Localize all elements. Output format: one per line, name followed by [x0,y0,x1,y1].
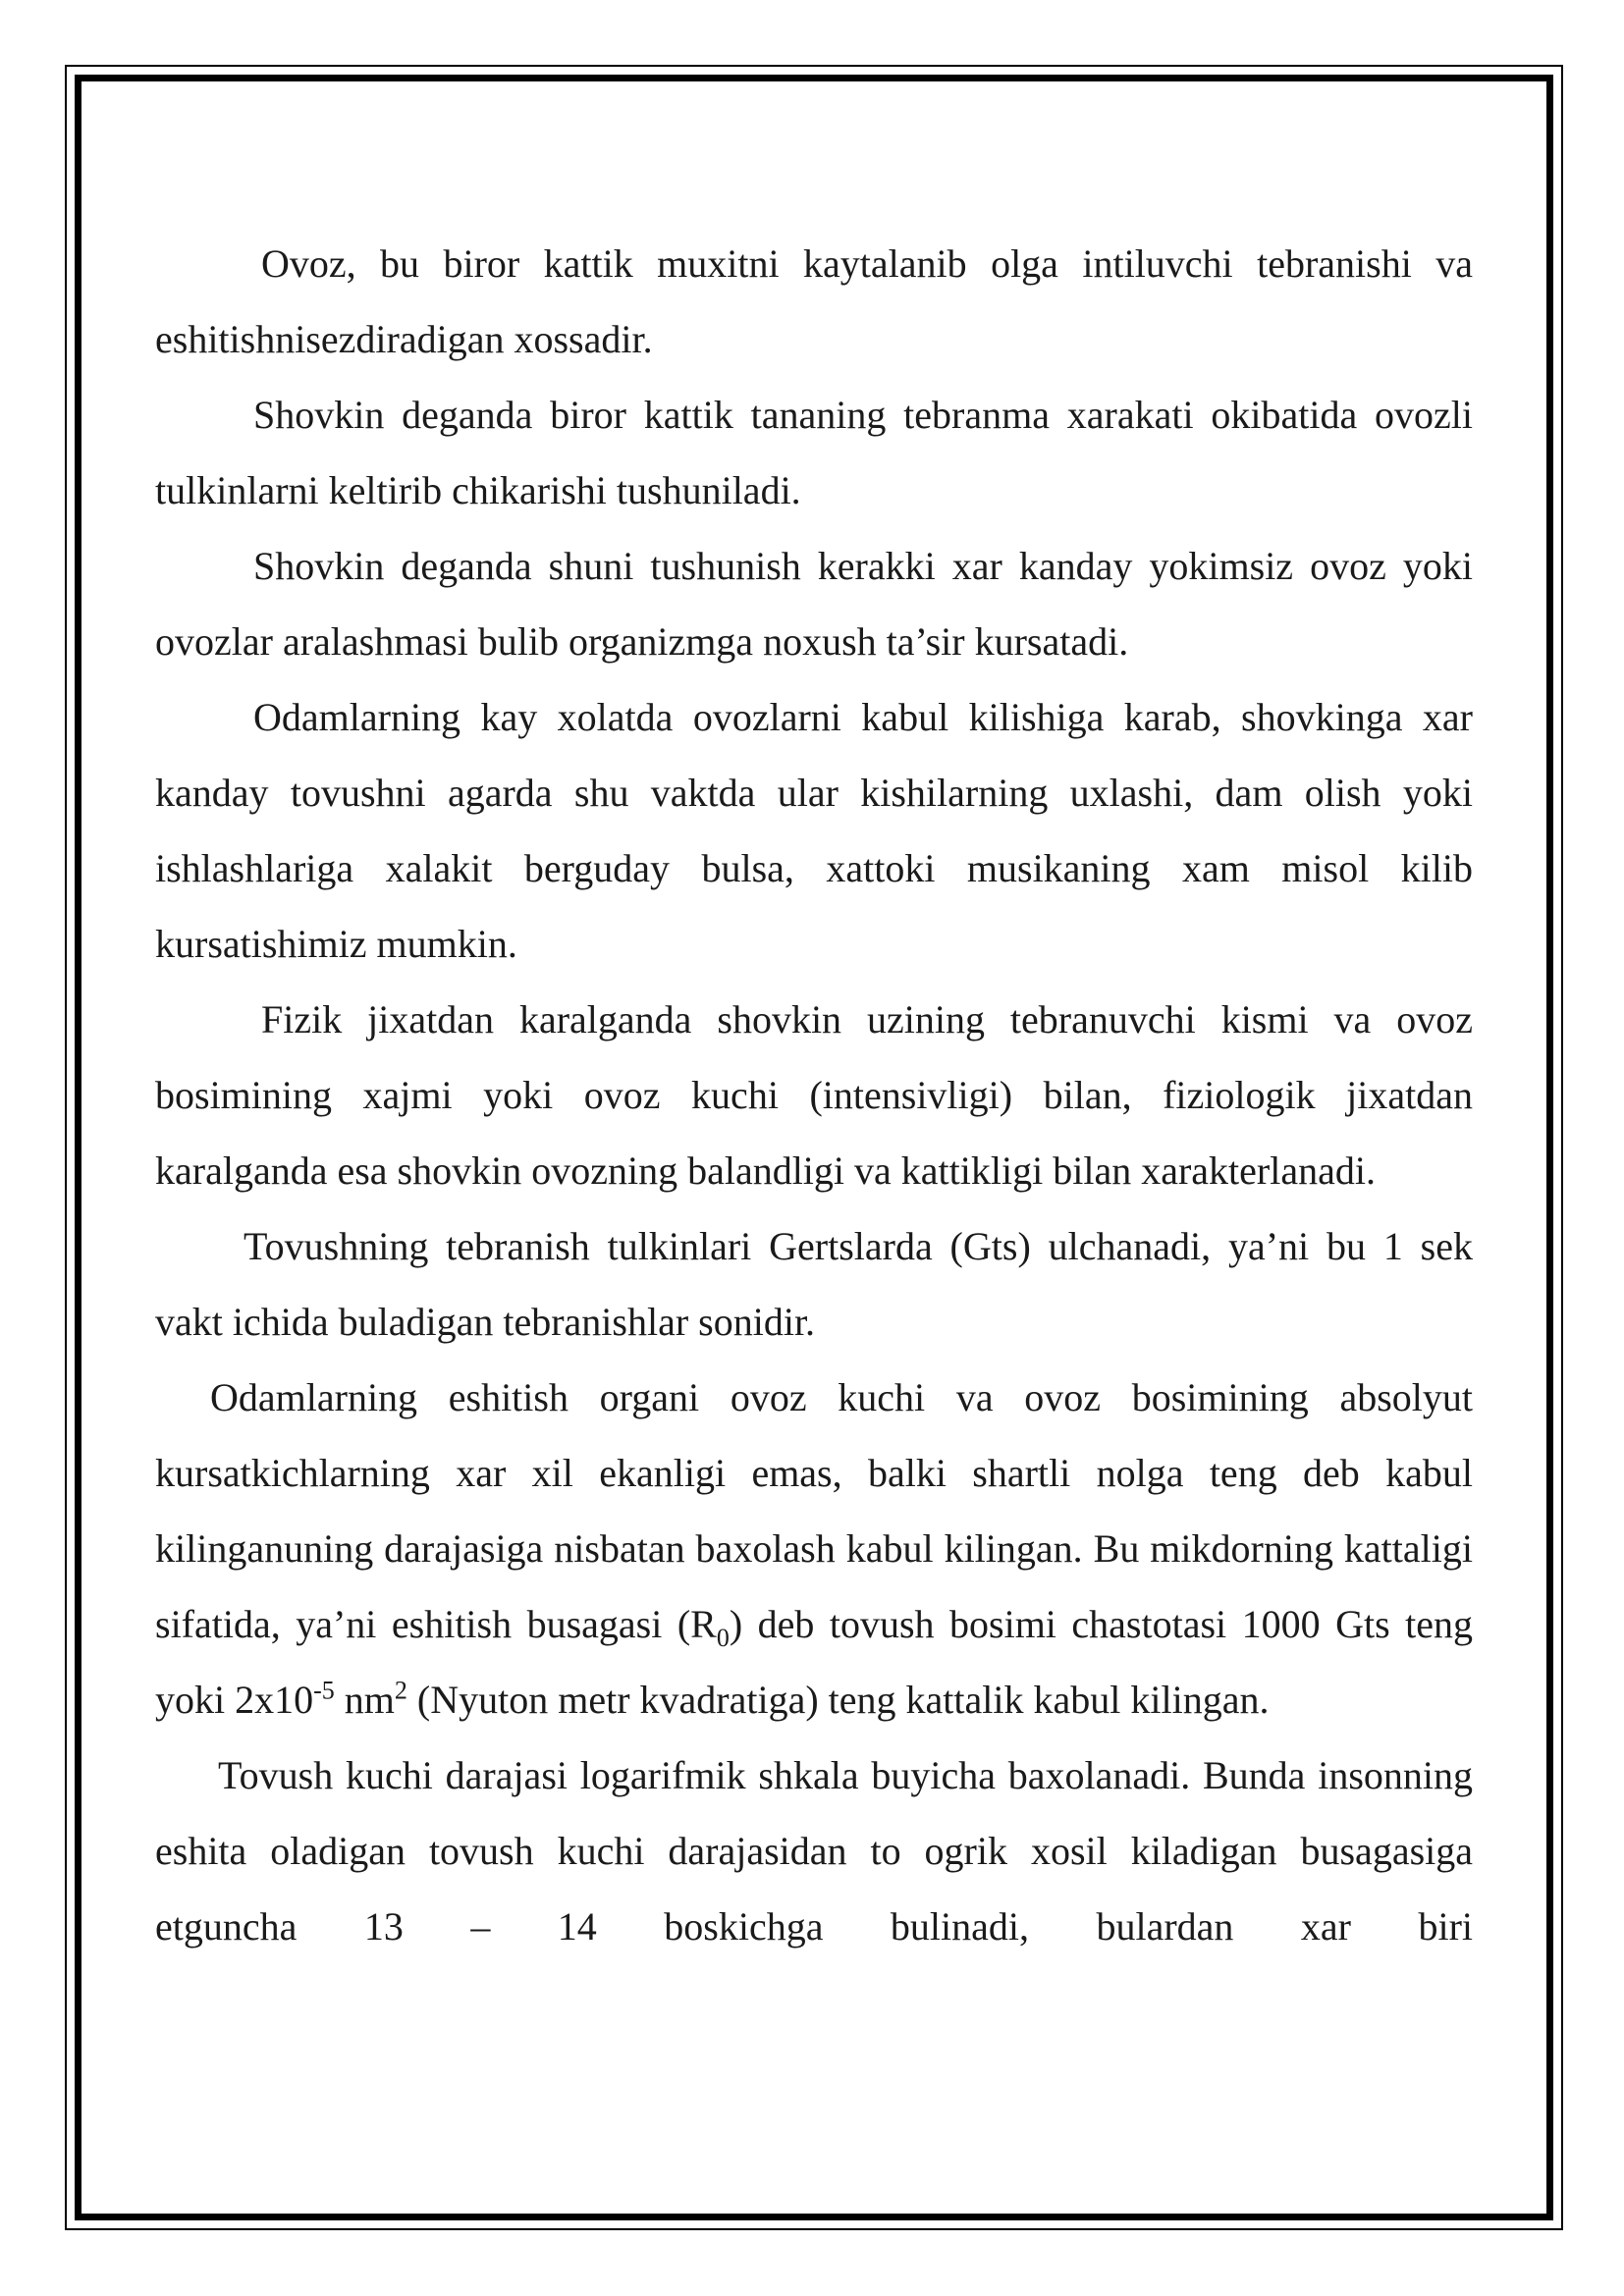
threshold-subscript: 0 [716,1624,730,1652]
threshold-text-part-2: ) deb tovush bosimi chastotasi 1000 Gts teng yoki 2x10 [155,1602,1474,1722]
threshold-text-part-1: Odamlarning eshitish organi ovoz kuchi va ovoz bosimining absolyut kursatkichlarning xar xil ekanligi emas, balki shartli nolga teng deb kabul kilinganuning darajasiga nisbatan baxolash kabul kilingan. Bu mikdorning kattaligi sifatida, ya’ni eshitish busagasi (R [155,1375,1473,1646]
document-body [155,226,1473,1964]
paragraph-logarithmic-scale: Tovush kuchi darajasi logarifmik shkala buyicha baxolanadi. Bunda insonning eshita oladigan tovush kuchi darajasidan to ogrik xosil kiladigan busagasiga etguncha 13 – 14 boskichga bulinadi, bulardan xar biri [155,1753,1473,1949]
exponent-superscript: -5 [313,1676,335,1705]
paragraph-noise-understanding: Shovkin deganda shuni tushunish kerakki xar kanday yokimsiz ovoz yoki ovozlar aralashmasi bulib organizmga noxush ta’sir kursatadi. [155,544,1473,664]
paragraph-hearing-threshold [155,1360,1473,1737]
unit-superscript: 2 [394,1676,407,1705]
paragraph-noise-perception: Odamlarning kay xolatda ovozlarni kabul kilishiga karab, shovkinga xar kanday tovushni agarda shu vaktda ular kishilarning uxlashi, dam olish yoki ishlashlariga xalakit berguday bulsa, xattoki musikaning xam misol kilib kursatishimiz mumkin. [155,695,1473,966]
paragraph-physical-physiological: Fizik jixatdan karalganda shovkin uzining tebranuvchi kismi va ovoz bosimining xajmi yoki ovoz kuchi (intensivligi) bilan, fiziologik jixatdan karalganda esa shovkin ovozning balandligi va kattikligi bilan xarakterlanadi. [155,997,1473,1193]
paragraph-hertz-measure: Tovushning tebranish tulkinlari Gertslarda (Gts) ulchanadi, ya’ni bu 1 sek vakt ichida buladigan tebranishlar sonidir. [155,1224,1473,1344]
threshold-text-part-3: nm [334,1678,395,1722]
paragraph-sound-definition: Ovoz, bu biror kattik muxitni kaytalanib olga intiluvchi tebranishi va eshitishnisezdiradigan xossadir. [155,241,1473,361]
threshold-text-part-4: (Nyuton metr kvadratiga) teng kattalik kabul kilingan. [406,1678,1270,1722]
paragraph-noise-definition: Shovkin deganda biror kattik tananing tebranma xarakati okibatida ovozli tulkinlarni keltirib chikarishi tushuniladi. [155,393,1473,512]
